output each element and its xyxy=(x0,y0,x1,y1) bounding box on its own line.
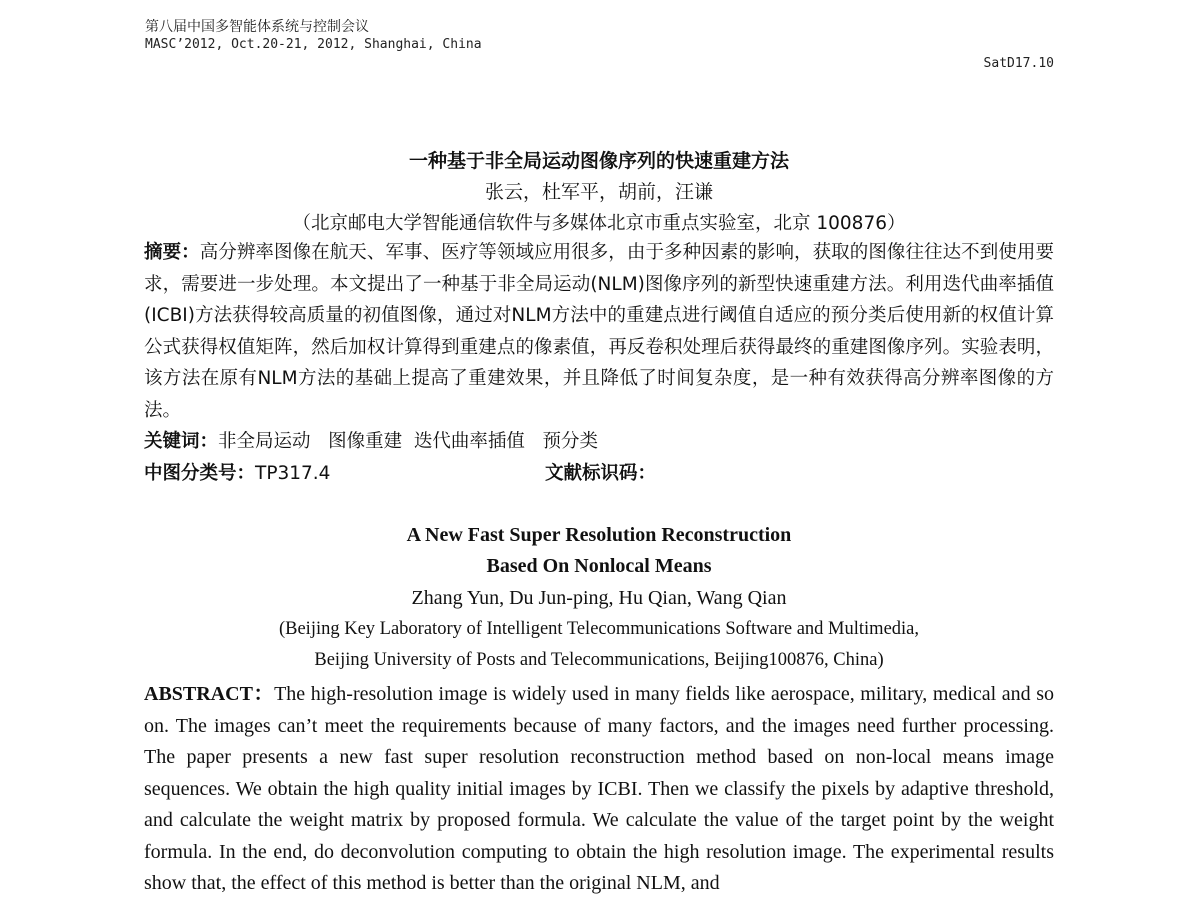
cn-title: 一种基于非全局运动图像序列的快速重建方法 xyxy=(408,150,789,172)
en-abstract-text: The high-resolution image is widely used in many fields like aerospace, military, medical and so on. The images can’t meet the requirements because of many factors, and the images need further processing. The paper presents a new fast super resolution reconstruction method based on non-local means image sequences. We obtain the high quality initial images by ICBI. Then we classify the pixels by adaptive threshold, and calculate the weight matrix by proposed formula. We calculate the value of the target point by the weight formula. In the end, do deconvolution computing to obtain the high resolution image. The experimental results show that, the effect of this method is better than the original NLM, and xyxy=(144,683,1054,894)
conference-name: 第八届中国多智能体系统与控制会议 xyxy=(145,19,369,35)
cn-doc-code-label: 文献标识码： xyxy=(545,463,657,484)
cn-keywords-text: 非全局运动 图像重建 迭代曲率插值 预分类 xyxy=(218,431,599,452)
cn-classification xyxy=(144,459,330,485)
cn-abstract xyxy=(144,237,1054,426)
en-title-line1: A New Fast Super Resolution Reconstruction xyxy=(406,524,792,546)
cn-abstract-text: 高分辨率图像在航天、军事、医疗等领域应用很多，由于多种因素的影响，获取的图像往往达不到使用要求，需要进一步处理。本文提出了一种基于非全局运动(NLM)图像序列的新型快速重建方法。利用迭代曲率插值(ICBI)方法获得较高质量的初值图像，通过对NLM方法中的重建点进行阈值自适应的预分类后使用新的权值计算公式获得权值矩阵，然后加权计算得到重建点的像素值，再反卷积处理后获得最终的重建图像序列。实验表明，该方法在原有NLM方法的基础上提高了重建效果，并且降低了时间复杂度，是一种有效获得高分辨率图像的方法。 xyxy=(144,242,1054,421)
en-abstract xyxy=(144,679,1054,900)
cn-abstract-label: 摘要： xyxy=(144,242,200,263)
en-affiliation-line2: Beijing University of Posts and Telecommunications, Beijing100876, China) xyxy=(314,650,884,670)
conference-meta: MASC’2012, Oct.20-21, 2012, Shanghai, China xyxy=(145,37,482,52)
cn-keywords-label: 关键词： xyxy=(144,431,219,452)
cn-class-label: 中图分类号： xyxy=(144,463,256,484)
en-abstract-label: ABSTRACT： xyxy=(144,683,275,705)
en-title-line2: Based On Nonlocal Means xyxy=(486,555,712,577)
paper-code: SatD17.10 xyxy=(983,56,1054,71)
en-authors: Zhang Yun, Du Jun-ping, Hu Qian, Wang Qian xyxy=(411,587,787,609)
cn-authors: 张云，杜军平，胡前，汪谦 xyxy=(484,181,713,203)
cn-keywords xyxy=(144,427,598,453)
cn-affiliation: （北京邮电大学智能通信软件与多媒体北京市重点实验室，北京 100876） xyxy=(292,213,906,234)
cn-class-value: TP317.4 xyxy=(255,463,331,484)
en-affiliation-line1: (Beijing Key Laboratory of Intelligent Telecommunications Software and Multimedia, xyxy=(278,619,920,639)
